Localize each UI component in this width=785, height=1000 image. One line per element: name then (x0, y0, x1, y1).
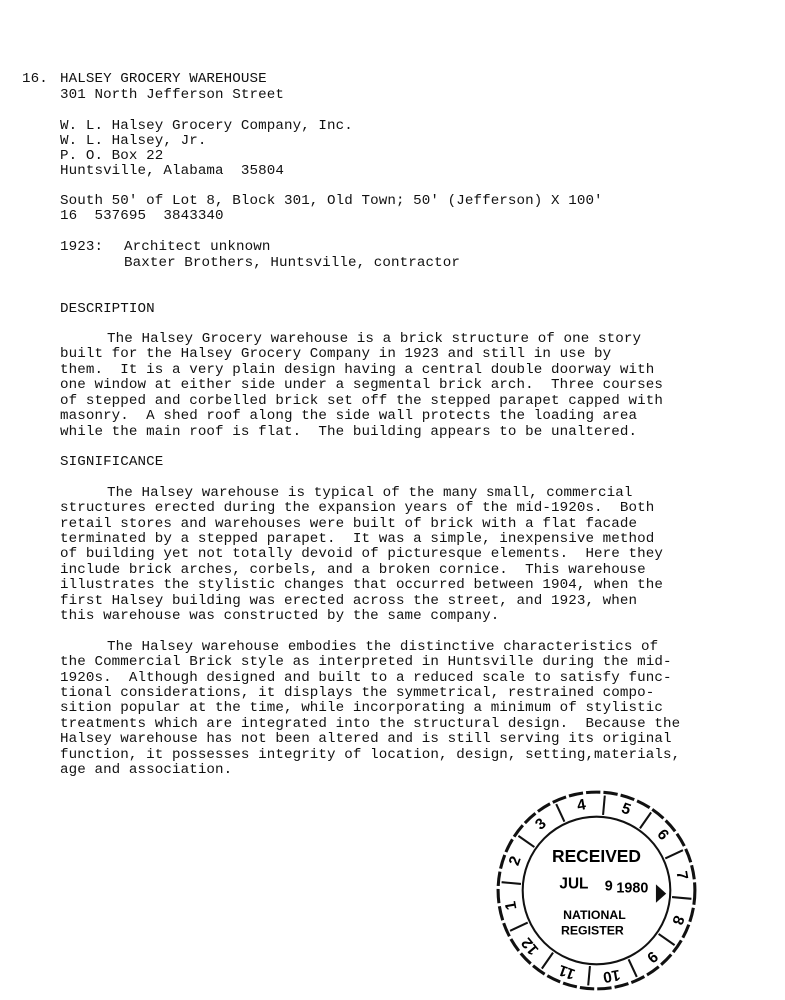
stamp-dial-number: 7 (672, 869, 691, 882)
significance-line: first Halsey building was erected across the street, and 1923, when (60, 593, 638, 609)
stamp-dial-tick (518, 836, 534, 847)
description-line: masonry. A shed roof along the side wall protects the loading area (60, 408, 638, 424)
significance-line: retail stores and warehouses were built of brick with a flat facade (60, 516, 638, 532)
description-line: one window at either side under a segmental brick arch. Three courses (60, 377, 663, 393)
stamp-month: JUL (559, 875, 589, 893)
stamp-dial-tick (659, 934, 675, 945)
property-address: 301 North Jefferson Street (60, 87, 284, 103)
significance-line: sition popular at the time, while incorporating a minimum of stylistic (60, 700, 663, 716)
owner-line: P. O. Box 22 (60, 148, 164, 164)
description-line: built for the Halsey Grocery Company in 1923 and still in use by (60, 346, 612, 362)
significance-line: terminated by a stepped parapet. It was a simple, inexpensive method (60, 531, 655, 547)
stamp-dial-number: 2 (505, 854, 525, 868)
stamp-day: 9 (604, 878, 613, 895)
stamp-year: 1980 (616, 880, 649, 897)
stamp-dial-number: 11 (556, 961, 578, 983)
significance-line: age and association. (60, 762, 233, 778)
architect: Architect unknown (124, 239, 271, 255)
stamp-dial-tick (510, 923, 528, 931)
legal-description: South 50' of Lot 8, Block 301, Old Town; 50' (Jefferson) X 100' (60, 193, 603, 209)
stamp-dial-number: 10 (601, 965, 622, 986)
stamp-dial-number: 4 (575, 796, 588, 815)
contractor: Baxter Brothers, Huntsville, contractor (124, 255, 460, 271)
stamp-dial-number: 9 (643, 947, 661, 967)
stamp-dial-number: 3 (532, 814, 550, 834)
construction-year: 1923: (60, 239, 104, 255)
description-line: them. It is a very plain design having a central double doorway with (60, 362, 655, 378)
stamp-dial-tick (588, 966, 590, 985)
significance-line: this warehouse was constructed by the same company. (60, 608, 500, 624)
received-stamp (494, 788, 699, 993)
description-heading: DESCRIPTION (60, 301, 155, 317)
stamp-dial-tick (556, 804, 564, 822)
significance-heading: SIGNIFICANCE (60, 454, 164, 470)
description-line: The Halsey Grocery warehouse is a brick structure of one story (107, 331, 642, 347)
owner-line: Huntsville, Alabama 35804 (60, 163, 284, 179)
stamp-arrow-icon (656, 884, 666, 902)
stamp-dial-number: 5 (619, 799, 633, 819)
entry-number: 16. (22, 71, 48, 87)
stamp-register: REGISTER (561, 923, 624, 938)
stamp-dial-number: 6 (653, 826, 673, 844)
stamp-dial (502, 796, 692, 986)
stamp-dial-tick (542, 953, 553, 969)
stamp-received: RECEIVED (552, 845, 641, 866)
description-line: while the main roof is flat. The building appears to be unaltered. (60, 424, 638, 440)
owner-line: W. L. Halsey Grocery Company, Inc. (60, 118, 353, 134)
stamp-dial-tick (502, 882, 521, 884)
significance-line: the Commercial Brick style as interpreted in Huntsville during the mid- (60, 654, 672, 670)
stamp-dial-tick (640, 812, 651, 828)
significance-line: structures erected during the expansion years of the mid-1920s. Both (60, 500, 655, 516)
description-line: of stepped and corbelled brick set off the stepped parapet capped with (60, 393, 663, 409)
significance-line: Halsey warehouse has not been altered and is still serving its original (60, 731, 672, 747)
stamp-dial-tick (672, 897, 691, 899)
significance-line: illustrates the stylistic changes that occurred between 1904, when the (60, 577, 663, 593)
stamp-dial-tick (603, 796, 605, 815)
significance-line: treatments which are integrated into the structural design. Because the (60, 716, 681, 732)
utm-reference: 16 537695 3843340 (60, 208, 224, 224)
significance-line: 1920s. Although designed and built to a reduced scale to satisfy func- (60, 670, 672, 686)
significance-line: include brick arches, corbels, and a broken cornice. This warehouse (60, 562, 646, 578)
stamp-outer-ring (498, 792, 695, 989)
property-name: HALSEY GROCERY WAREHOUSE (60, 71, 267, 87)
significance-line: The Halsey warehouse is typical of the many small, commercial (107, 485, 633, 501)
significance-line: The Halsey warehouse embodies the distinctive characteristics of (107, 639, 659, 655)
stamp-dial-number: 1 (502, 899, 521, 912)
owner-line: W. L. Halsey, Jr. (60, 133, 207, 149)
stamp-dial-tick (629, 959, 637, 977)
significance-line: of building yet not totally devoid of picturesque elements. Here they (60, 546, 663, 562)
stamp-dial-number: 8 (668, 913, 688, 927)
stamp-dial-tick (665, 850, 683, 858)
stamp-dial-number: 12 (518, 934, 543, 959)
significance-line: function, it possesses integrity of location, design, setting,materials, (60, 747, 681, 763)
significance-line: tional considerations, it displays the symmetrical, restrained compo- (60, 685, 655, 701)
stamp-national: NATIONAL (563, 908, 626, 923)
